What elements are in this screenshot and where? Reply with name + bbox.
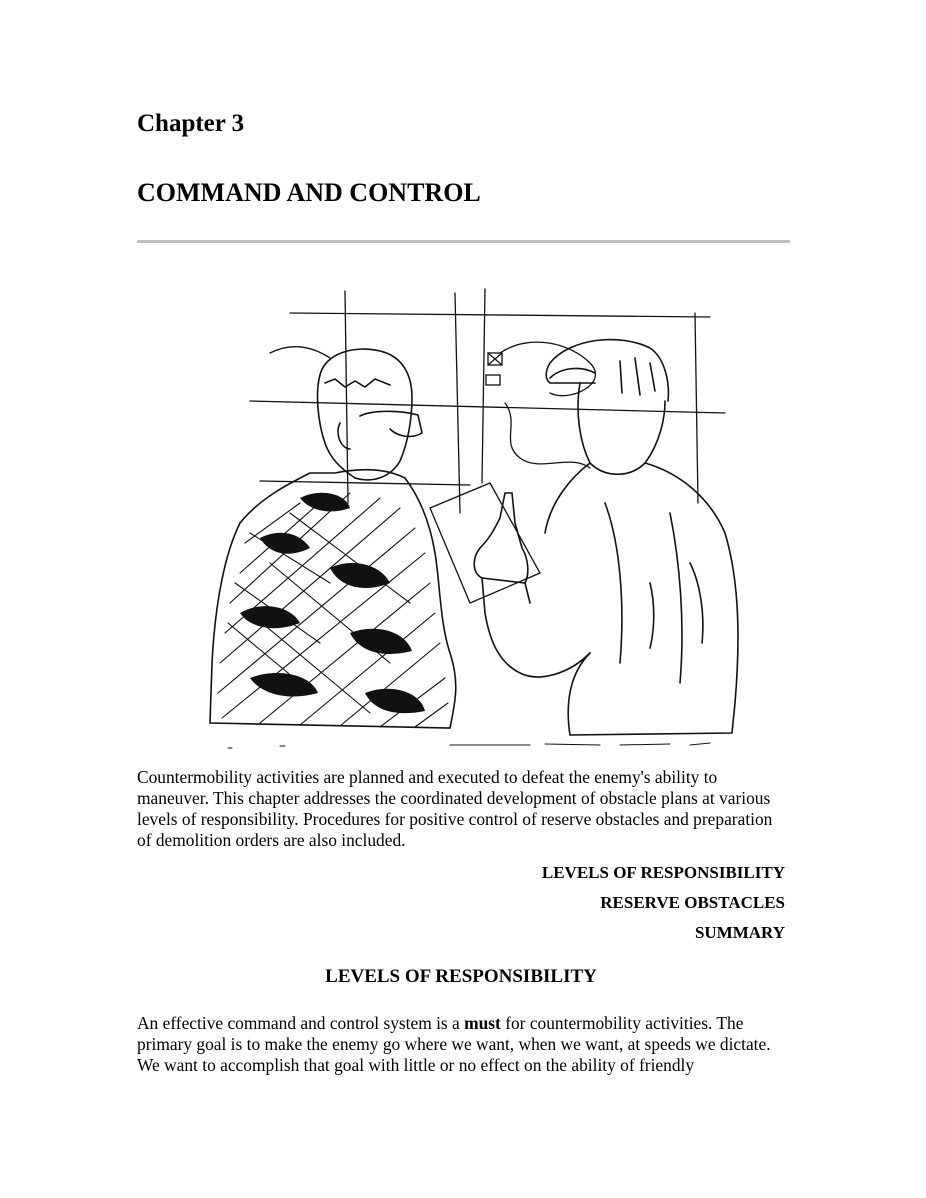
horizontal-rule — [137, 240, 790, 243]
paragraph-text-end: for countermobility activities. The primary goal is to make the enemy go where we want, when we want, at speeds we dictate. We want to accomplish that goal with little or no effect on the ability of friendly — [137, 1013, 771, 1075]
map-board — [250, 289, 725, 513]
chapter-contents — [542, 858, 785, 948]
section-paragraph — [137, 1013, 787, 1076]
toc-link-reserve-obstacles[interactable]: RESERVE OBSTACLES — [600, 893, 785, 912]
toc-link-summary[interactable]: SUMMARY — [694, 923, 785, 942]
right-soldier — [474, 340, 738, 735]
toc-link-levels-of-responsibility[interactable]: LEVELS OF RESPONSIBILITY — [541, 863, 785, 882]
chapter-title: COMMAND AND CONTROL — [137, 178, 481, 207]
emphasis-word: must — [464, 1013, 501, 1033]
soldiers-at-map-illustration — [150, 283, 740, 753]
bottom-marks — [150, 743, 710, 748]
section-heading: LEVELS OF RESPONSIBILITY — [325, 966, 597, 987]
chapter-label: Chapter 3 — [137, 110, 245, 137]
intro-paragraph: Countermobility activities are planned and executed to defeat the enemy's ability to maneuver. This chapter addresses the coordinated development of obstacle plans at various levels of responsibility. Procedures for positive control of reserve obstacles and preparation of demolition orders are also included. — [137, 767, 773, 850]
paragraph-text-start: An effective command and control system is a — [137, 1013, 465, 1033]
